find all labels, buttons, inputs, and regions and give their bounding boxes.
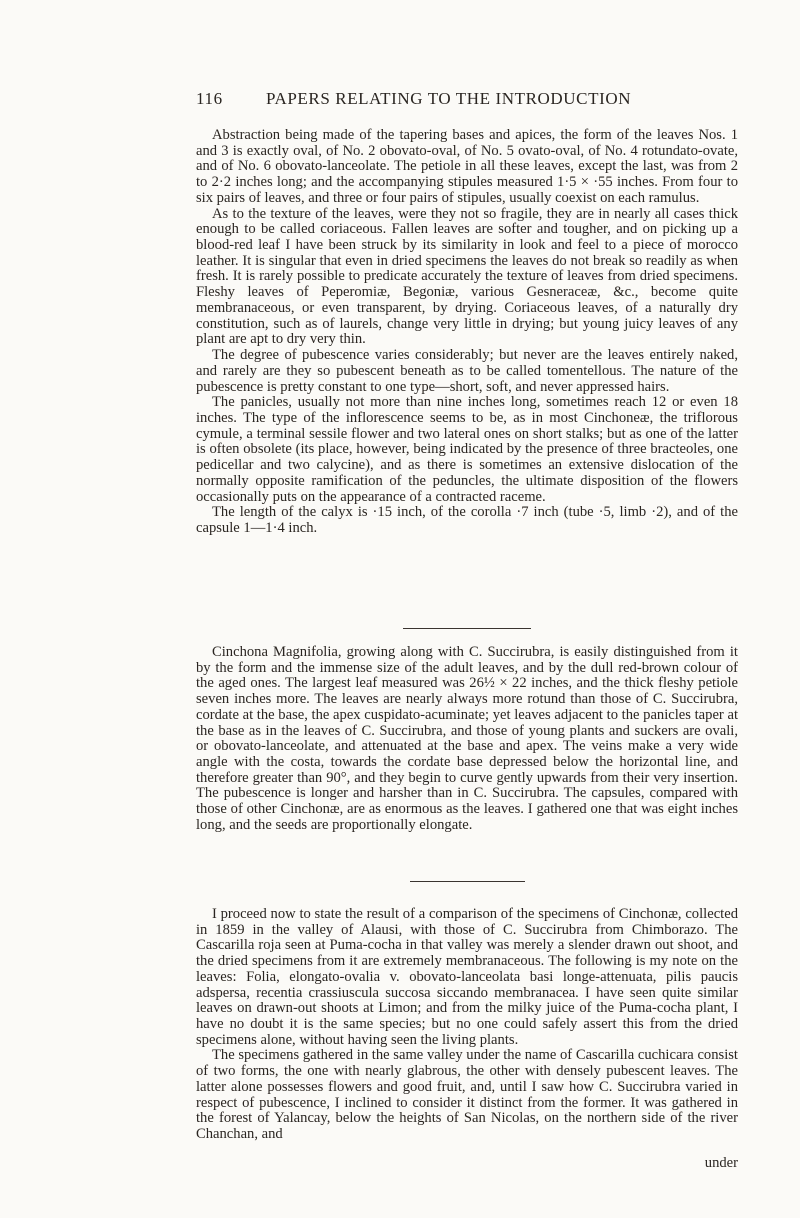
page-number: 116 (196, 89, 223, 108)
paragraph: As to the texture of the leaves, were they not so fragile, they are in nearly all cases thick enough to be called coriaceous. Fallen leaves are softer and tougher, and on picking up a blood-red leaf I have been struck by its similarity in look and feel to a piece of morocco leather. It is singular that even in dried specimens the leaves do not break so readily as when fresh. It is rarely possible to predicate accurately the texture of leaves from dried specimens. Fleshy leaves of Peperomiæ, Begoniæ, various Gesneraceæ, &c., become quite membranaceous, or even transparent, by drying. Coriaceous leaves, of a naturally dry constitution, such as of laurels, change very little in drying; but young juicy leaves of any plant are apt to dry very thin. (196, 205, 738, 348)
section-cinchona-magnifolia (196, 645, 738, 834)
section-leaf-description (196, 128, 738, 537)
section-alausi-comparison (196, 907, 738, 1143)
paragraph: The degree of pubescence varies considerably; but never are the leaves entirely naked, and rarely are they so pubescent beneath as to be called tomentellous. The nature of the pubescence is pretty constant to one type—short, soft, and never appressed hairs. (196, 347, 738, 395)
section-divider (403, 628, 531, 629)
paragraph: I proceed now to state the result of a comparison of the specimens of Cinchonæ, collected in 1859 in the valley of Alausi, with those of C. Succirubra from Chimborazo. The Cascarilla roja seen at Puma-cocha in that valley was merely a slender drawn out shoot, and the dried specimens from it are extremely membranaceous. The following is my note on the leaves: Folia, elongato-ovalia v. obovato-lanceolata basi longe-attenuata, pilis paucis adspersa, recentia crassiuscula succosa siccando membranacea. I have seen quite similar leaves on drawn-out shoots at Limon; and from the milky juice of the Puma-cocha plant, I have no doubt it is the same species; but no one could safely assert this from the dried specimens alone, without having seen the living plants. (196, 906, 738, 1048)
section-divider (410, 881, 525, 882)
paragraph: The panicles, usually not more than nine inches long, sometimes reach 12 or even 18 inches. The type of the inflorescence seems to be, as in most Cinchoneæ, the triflorous cymule, a terminal sessile flower and two lateral ones on short stalks; but as one of the latter is often obsolete (its place, however, being indicated by the presence of three bracteoles, one pedicellar and two calycine), and as there is sometimes an extensive dislocation of the normally opposite ramification of the peduncles, the ultimate disposition of the flowers occasionally puts on the appearance of a contracted raceme. (196, 394, 738, 505)
paragraph: Abstraction being made of the tapering bases and apices, the form of the leaves Nos. 1 and 3 is exactly oval, of No. 2 obovato-oval, of No. 5 ovato-oval, of No. 4 rotundato-ovate, and of No. 6 obovato-lanceolate. The petiole in all these leaves, except the last, was from 2 to 2·2 inches long; and the accompanying stipules measured 1·5 × ·55 inches. From four to six pairs of leaves, and three or four pairs of stipules, usually coexist on each ramulus. (196, 127, 738, 206)
running-title: PAPERS RELATING TO THE INTRODUCTION (266, 89, 632, 108)
paragraph: The specimens gathered in the same valley under the name of Cascarilla cuchicara consist of two forms, the one with nearly glabrous, the other with densely pubescent leaves. The latter alone possesses flowers and good fruit, and, until I saw how C. Succirubra varied in respect of pubescence, I inclined to consider it distinct from the former. It was gathered in the forest of Yalancay, below the heights of San Nicolas, on the northern side of the river Chanchan, and (196, 1047, 738, 1143)
catchword: under (704, 1155, 738, 1171)
running-header (196, 89, 736, 109)
paragraph: Cinchona Magnifolia, growing along with C. Succirubra, is easily distinguished from it by the form and the immense size of the adult leaves, and by the dull red-brown colour of the aged ones. The largest leaf measured was 26½ × 22 inches, and the thick fleshy petiole seven inches more. The leaves are nearly always more rotund than those of C. Succirubra, cordate at the base, the apex cuspidato-acuminate; yet leaves adjacent to the panicles taper at the base as in the leaves of C. Succirubra, and those of young plants and suckers are ovali, or obovato-lanceolate, and attenuated at the base and apex. The veins make a very wide angle with the costa, towards the cordate base depressed below the horizontal line, and therefore greater than 90°, and they begin to curve gently upwards from their very insertion. The pubescence is longer and harsher than in C. Succirubra. The capsules, compared with those of other Cinchonæ, are as enormous as the leaves. I gathered one that was eight inches long, and the seeds are proportionally elongate. (196, 644, 738, 833)
paragraph: The length of the calyx is ·15 inch, of the corolla ·7 inch (tube ·5, limb ·2), and of the capsule 1—1·4 inch. (196, 504, 738, 536)
